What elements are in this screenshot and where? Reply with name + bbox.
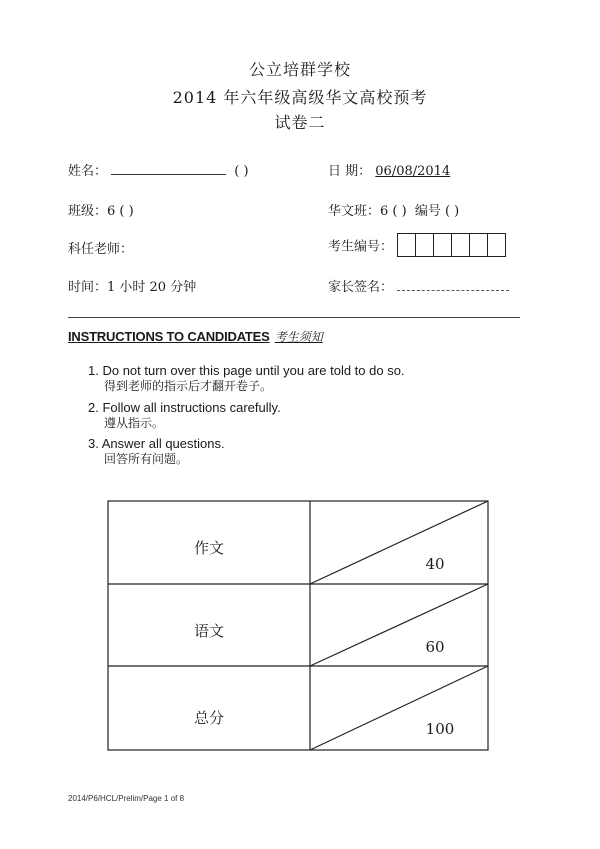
section-label: 作文	[193, 539, 224, 557]
exam-title: 2014 年六年级高级华文高校预考	[172, 88, 428, 107]
section-label: 语文	[193, 622, 224, 640]
footer-page-code: 2014/P6/HCL/Prelim/Page 1 of 8	[68, 794, 185, 803]
parent-signature-label: 家长签名：	[328, 280, 394, 295]
instruction-item-zh: 遵从指示。	[104, 416, 165, 430]
name-paren: ( )	[234, 164, 249, 179]
instruction-item: 3. Answer all questions.	[88, 436, 225, 451]
instructions-title: INSTRUCTIONS TO CANDIDATES	[68, 329, 270, 344]
date-label: 日 期：	[328, 164, 372, 179]
instruction-item-zh: 得到老师的指示后才翻开卷子。	[104, 379, 273, 393]
name-label: 姓名：	[68, 164, 108, 179]
score-diagonal	[310, 584, 488, 666]
chinese-class-label: 华文班：6 ( )	[328, 204, 407, 219]
max-score: 40	[425, 555, 445, 573]
instruction-item-zh: 回答所有问题。	[104, 452, 189, 466]
date-value: 06/08/2014	[375, 164, 451, 179]
time-field: 时间：1 小时 20 分钟	[68, 280, 197, 295]
index-label: 编号 ( )	[414, 204, 460, 219]
instruction-item: 2. Follow all instructions carefully.	[88, 400, 281, 415]
teacher-field: 科任老师：	[68, 242, 134, 257]
instruction-item: 1. Do not turn over this page until you are told to do so.	[88, 363, 405, 378]
paper-title: 试卷二	[274, 113, 326, 132]
school-name: 公立培群学校	[248, 60, 351, 79]
max-score: 60	[425, 638, 445, 656]
score-diagonal	[310, 501, 488, 584]
instructions-title-zh: 考生须知	[274, 330, 323, 344]
exam-number-label: 考生编号：	[328, 239, 394, 255]
section-label: 总分	[193, 709, 224, 727]
class-field: 班级：6 ( )	[68, 204, 134, 219]
max-score: 100	[425, 720, 455, 738]
